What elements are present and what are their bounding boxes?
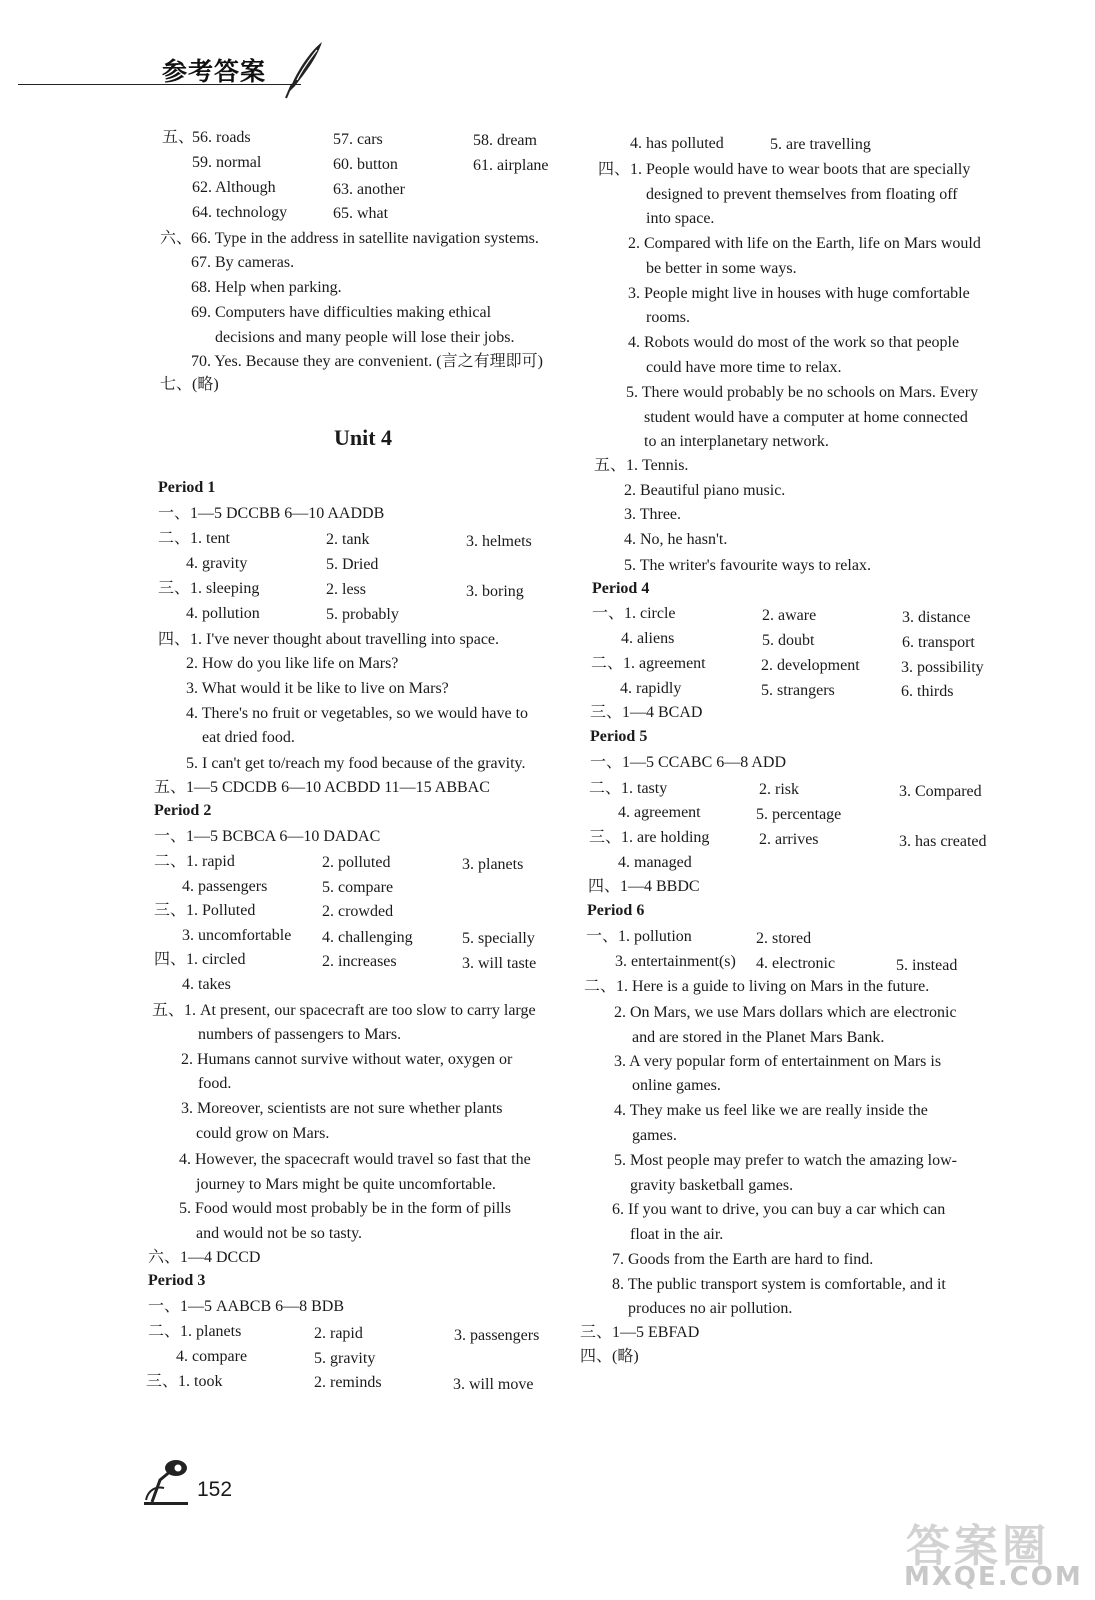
answer: 3. A very popular form of entertainment on Mars is <box>614 1053 942 1070</box>
answer: 3. Compared <box>899 783 982 800</box>
answer: 3. What would it be like to live on Mars? <box>186 680 449 697</box>
answer: 二、1. tasty <box>589 780 668 797</box>
answer: 60. button <box>333 156 398 173</box>
watermark-url: MXQE.COM <box>904 1562 1083 1592</box>
answer: 5. I can't get to/reach my food because of the gravity. <box>186 755 526 772</box>
answer: 5. probably <box>326 606 399 623</box>
answer: student would have a computer at home connected <box>644 409 968 426</box>
answer: food. <box>198 1075 232 1092</box>
answer: decisions and many people will lose their jobs. <box>215 329 515 346</box>
answer: 四、1—4 BBDC <box>588 878 700 895</box>
answer: 56. roads <box>192 129 251 146</box>
answer: 3. planets <box>462 856 524 873</box>
answer: 2. Humans cannot survive without water, oxygen or <box>181 1051 513 1068</box>
answer: 3. Three. <box>624 506 682 523</box>
answer: 一、1—5 BCBCA 6—10 DADAC <box>154 828 381 845</box>
answer: 4. compare <box>176 1348 248 1365</box>
answer: be better in some ways. <box>646 260 797 277</box>
desk-lamp-icon <box>138 1456 194 1506</box>
section-6-label: 六、 <box>160 230 193 247</box>
answer: 二、1. tent <box>158 530 230 547</box>
answer: 5. specially <box>462 930 535 947</box>
answer: 70. Yes. Because they are convenient. (言之有理即可) <box>191 353 543 370</box>
answer: 五、1. At present, our spacecraft are too slow to carry large <box>152 1002 536 1019</box>
answer: 3. possibility <box>901 659 984 676</box>
answer: 6. thirds <box>901 683 954 700</box>
answer: 4. pollution <box>186 605 260 622</box>
answer: 4. aliens <box>621 630 675 647</box>
answer: 63. another <box>333 181 405 198</box>
page-header-title: 参考答案 <box>162 57 267 86</box>
answer: 二、1. rapid <box>154 853 235 870</box>
answer: 3. entertainment(s) <box>615 953 736 970</box>
answer: 一、1—5 CCABC 6—8 ADD <box>590 754 787 771</box>
answer: 2. polluted <box>322 854 391 871</box>
answer: journey to Mars might be quite uncomfortable. <box>196 1176 496 1193</box>
answer: 2. On Mars, we use Mars dollars which are electronic <box>614 1004 957 1021</box>
answer: 4. Robots would do most of the work so that people <box>628 334 960 351</box>
answer: 5. doubt <box>762 632 815 649</box>
answer: 2. stored <box>756 930 812 947</box>
answer: 66. Type in the address in satellite navigation systems. <box>191 230 539 247</box>
answer: 4. managed <box>618 854 692 871</box>
answer: 3. distance <box>902 609 971 626</box>
answer: 2. development <box>761 657 860 674</box>
answer: numbers of passengers to Mars. <box>198 1026 402 1043</box>
answer: 2. aware <box>762 607 817 624</box>
watermark-logo: 答案圈 <box>906 1521 1050 1572</box>
answer: rooms. <box>646 309 690 326</box>
answer: 5. compare <box>322 879 394 896</box>
answer: and are stored in the Planet Mars Bank. <box>632 1029 885 1046</box>
period-heading: Period 2 <box>154 802 212 819</box>
answer: 57. cars <box>333 131 383 148</box>
answer: 3. passengers <box>454 1327 540 1344</box>
answer: 三、1. sleeping <box>158 580 260 597</box>
answer: 5. are travelling <box>770 136 871 153</box>
answer: 5. gravity <box>314 1350 376 1367</box>
answer: 61. airplane <box>473 157 549 174</box>
answer: 五、1. Tennis. <box>594 457 689 474</box>
answer: 一、1. circle <box>592 605 676 622</box>
answer: 5. Food would most probably be in the form of pills <box>179 1200 511 1217</box>
answer: 7. Goods from the Earth are hard to find. <box>612 1251 874 1268</box>
answer: and would not be so tasty. <box>196 1225 363 1242</box>
answer: 5. The writer's favourite ways to relax. <box>624 557 871 574</box>
answer: gravity basketball games. <box>630 1177 794 1194</box>
answer: 4. electronic <box>756 955 836 972</box>
answer: 4. challenging <box>322 929 413 946</box>
answer: 4. There's no fruit or vegetables, so we would have to <box>186 705 529 722</box>
answer: 4. agreement <box>618 804 701 821</box>
answer: 三、1—4 BCAD <box>590 704 703 721</box>
period-heading: Period 4 <box>592 580 650 597</box>
answer: 5. strangers <box>761 682 835 699</box>
answer: 62. Although <box>192 179 276 196</box>
answer: 3. Moreover, scientists are not sure whether plants <box>181 1100 503 1117</box>
section-7: 七、(略) <box>160 376 219 393</box>
answer: 4. No, he hasn't. <box>624 531 728 548</box>
answer: 69. Computers have difficulties making ethical <box>191 304 492 321</box>
answer: 2. arrives <box>759 831 819 848</box>
answer: 三、1. are holding <box>589 829 710 846</box>
answer: 2. Beautiful piano music. <box>624 482 786 499</box>
answer: 3. boring <box>466 583 524 600</box>
answer: 58. dream <box>473 132 537 149</box>
period-heading: Period 1 <box>158 479 216 496</box>
answer: games. <box>632 1127 677 1144</box>
answer: 三、1. Polluted <box>154 902 256 919</box>
answer: 2. Compared with life on the Earth, life on Mars would <box>628 235 981 252</box>
answer: could have more time to relax. <box>646 359 842 376</box>
answer: 2. reminds <box>314 1374 382 1391</box>
answer: could grow on Mars. <box>196 1125 330 1142</box>
answer: 3. uncomfortable <box>182 927 292 944</box>
answer: 六、1—4 DCCD <box>148 1249 261 1266</box>
answer: 一、1—5 AABCB 6—8 BDB <box>148 1298 345 1315</box>
answer: 四、1. People would have to wear boots that are specially <box>598 161 971 178</box>
answer: 2. How do you like life on Mars? <box>186 655 399 672</box>
answer: 5. instead <box>896 957 958 974</box>
answer: 4. has polluted <box>630 135 724 152</box>
answer: 二、1. Here is a guide to living on Mars in the future. <box>584 978 930 995</box>
answer: 一、1. pollution <box>586 928 692 945</box>
answer: into space. <box>646 210 715 227</box>
answer: 5. percentage <box>756 806 842 823</box>
answer: 68. Help when parking. <box>191 279 342 296</box>
page-number: 152 <box>197 1478 233 1501</box>
answer: 4. rapidly <box>620 680 682 697</box>
answer: 2. rapid <box>314 1325 363 1342</box>
quill-pen-icon <box>282 40 328 100</box>
answer: 3. has created <box>899 833 987 850</box>
answer: 6. If you want to drive, you can buy a car which can <box>612 1201 946 1218</box>
answer: 67. By cameras. <box>191 254 295 271</box>
answer: 5. There would probably be no schools on Mars. Every <box>626 384 979 401</box>
answer: 3. helmets <box>466 533 532 550</box>
answer: 3. will move <box>453 1376 534 1393</box>
answer: 65. what <box>333 205 389 222</box>
answer: designed to prevent themselves from floating off <box>646 186 958 203</box>
answer: 2. risk <box>759 781 799 798</box>
answer: 2. less <box>326 581 366 598</box>
unit-title: Unit 4 <box>334 425 393 450</box>
answer: 五、1—5 CDCDB 6—10 ACBDD 11—15 ABBAC <box>154 779 490 796</box>
answer: 三、1. took <box>146 1373 223 1390</box>
answer: online games. <box>632 1077 721 1094</box>
answer: 一、1—5 DCCBB 6—10 AADDB <box>158 505 385 522</box>
header-rule <box>18 84 301 85</box>
answer: produces no air pollution. <box>628 1300 793 1317</box>
answer: 四、1. I've never thought about travelling into space. <box>158 631 500 648</box>
answer: 64. technology <box>192 204 288 221</box>
answer: 5. Dried <box>326 556 379 573</box>
period-heading: Period 3 <box>148 1272 206 1289</box>
answer: 4. takes <box>182 976 231 993</box>
section-5-label: 五、 <box>162 129 195 146</box>
answer: to an interplanetary network. <box>644 433 829 450</box>
answer: 6. transport <box>902 634 975 651</box>
answer: 59. normal <box>192 154 262 171</box>
answer: float in the air. <box>630 1226 724 1243</box>
answer: 4. However, the spacecraft would travel so fast that the <box>179 1151 531 1168</box>
answer: eat dried food. <box>202 729 295 746</box>
answer: 2. increases <box>322 953 397 970</box>
period-heading: Period 5 <box>590 728 648 745</box>
answer: 二、1. agreement <box>591 655 706 672</box>
answer: 4. passengers <box>182 878 268 895</box>
answer: 三、1—5 EBFAD <box>580 1324 700 1341</box>
period-heading: Period 6 <box>587 902 645 919</box>
answer: 二、1. planets <box>148 1323 242 1340</box>
answer: 2. tank <box>326 531 370 548</box>
answer: 3. will taste <box>462 955 537 972</box>
answer: 8. The public transport system is comfortable, and it <box>612 1276 946 1293</box>
answer: 四、1. circled <box>154 951 246 968</box>
answer: 4. gravity <box>186 555 248 572</box>
answer: 3. People might live in houses with huge comfortable <box>628 285 970 302</box>
answer: 四、(略) <box>580 1348 639 1365</box>
answer: 5. Most people may prefer to watch the amazing low- <box>614 1152 957 1169</box>
answer: 2. crowded <box>322 903 394 920</box>
answer: 4. They make us feel like we are really inside the <box>614 1102 928 1119</box>
